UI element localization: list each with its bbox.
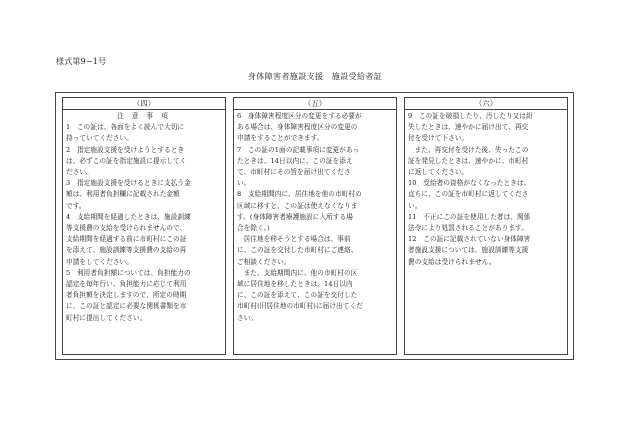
notice-item-6: 6 身体障害程度区分の変更をする必要が ある場合は、身体障害程度区分の変更の 申請をすることができます。	[237, 112, 362, 143]
notice-item-8-note-2: また、支給期間内に、他の市町村の区 域に居住地を移したときは、14日以内 に、この証を添えて、この証を交付した 市町村(旧居住地の市町村)に届け出てくだ さい。	[237, 268, 363, 322]
notice-item-8: 8 支給期間内に、居住地を他の市町村の 区域に移すと、この証は使えなくなりま す。(身体障害者療護施設に入所する場 合を除く。)	[237, 190, 362, 233]
panel-5-heading: （五）	[234, 98, 396, 110]
notice-item-9: 9 この証を破損したり、汚したり又は紛 失したときは、速やかに届け出て、再交 付を受けて下さい。	[408, 112, 533, 143]
form-number: 様式第9−1号	[56, 57, 107, 66]
notice-heading: 注 意 事 項	[117, 112, 171, 120]
notice-item-10: 10 受給者の資格がなくなったときは、 直ちに、この証を市町村に返してくださ い。	[408, 179, 531, 210]
notice-item-5: 5 利用者負担額については、負担能力の 認定を毎年行い、負担能力に応じて利用 者負担額を決定しますので、所定の時期 に、この証と認定に必要な関係書類を市 町村に提出してください。	[66, 268, 191, 322]
panel-4-heading: （四）	[63, 98, 225, 110]
certificate-back-side	[55, 92, 574, 360]
notice-item-2: 2 指定施設支援を受けようとするとき は、必ずこの証を指定施設に提示してく ださい。	[66, 145, 187, 177]
notice-item-7: 7 この証の1面の記載事項に変更があっ たときは、14日以内に、この証を添え て、市町村にその旨を届け出てくださ い。	[237, 145, 360, 188]
notice-item-3: 3 指定施設支援を受けるときに支払う金 額は、利用者負担欄に記載された金額 です。	[66, 179, 191, 210]
notice-item-8-note-1: 居住地を移そうとする場合は、事前 に、この証を交付した市町村にご連絡、 ご相談ください。	[237, 235, 358, 266]
panel-5-body	[234, 110, 396, 324]
panel-5	[233, 97, 397, 355]
notice-item-4: 4 支給期間を経過したときは、施設訓練 等支援費の支給を受けられませんので、 支給期間を経過する前に市町村にこの証 を添えて、施設訓練等支援費の支給の再 申請をしてください。	[66, 212, 191, 266]
notice-item-1: 1 この証は、各面をよく読んで大切に 持っていてください。	[66, 123, 185, 143]
panel-4-body	[63, 110, 225, 324]
document-title: 身体障害者施設支援 施設受給者証	[247, 72, 383, 81]
notice-item-11: 11 不正にこの証を使用した者は、関係 法令により処罰されることがあります。	[408, 212, 531, 233]
panel-4	[62, 97, 226, 355]
panel-6	[404, 97, 568, 355]
panel-6-heading: （六）	[405, 98, 567, 110]
panel-6-body	[405, 110, 567, 268]
notice-item-9-note: また、再交付を受けた後、失ったこの 証を発見したときは、速やかに、市町村 に返してください。	[408, 145, 529, 177]
notice-item-12: 12 この証に記載されていない身体障害 者施設支援については、施設訓練等支援 費の支給は受けられません。	[408, 235, 531, 266]
